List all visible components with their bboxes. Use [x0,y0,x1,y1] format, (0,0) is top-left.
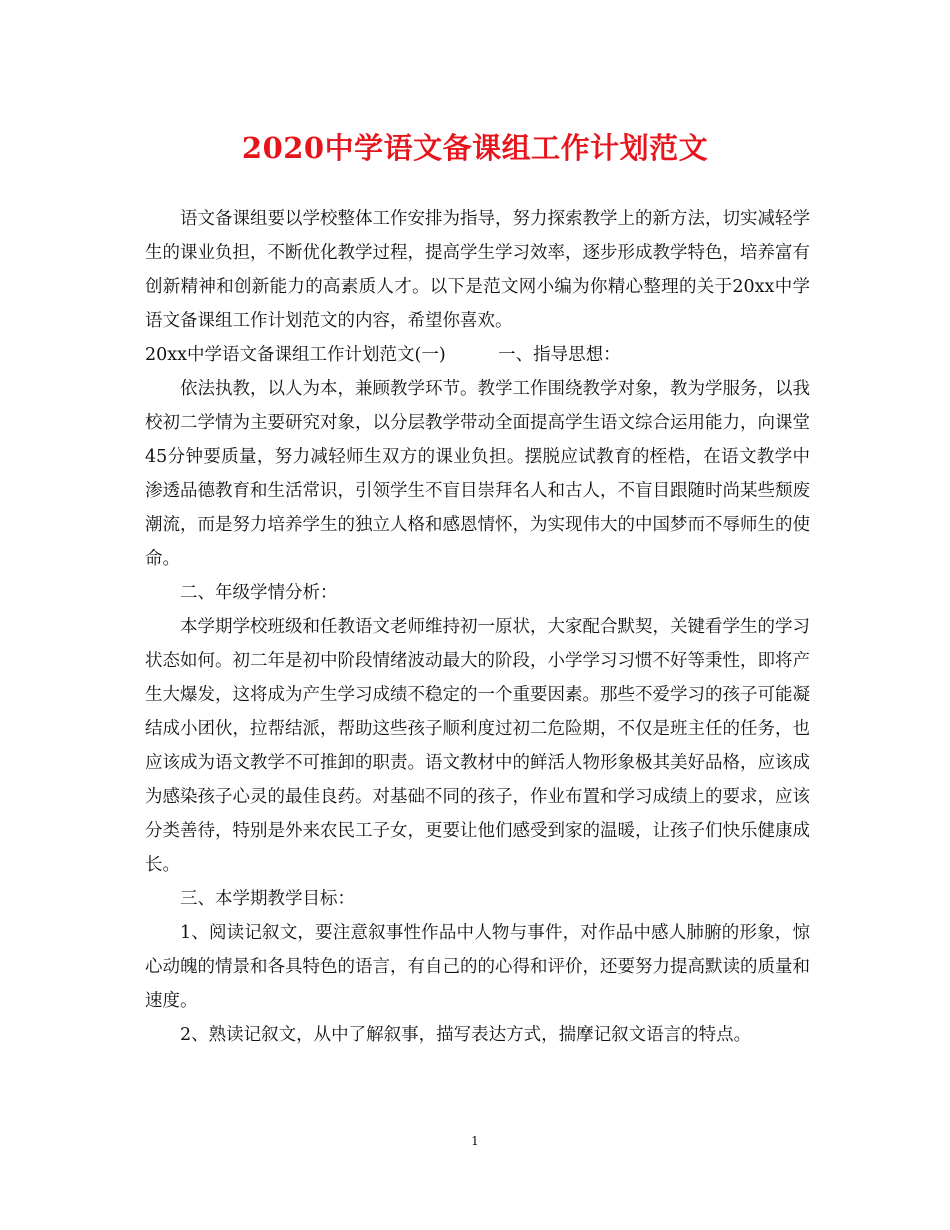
goal-item-2: 2、熟读记叙文，从中了解叙事，描写表达方式，揣摩记叙文语言的特点。 [180,1025,752,1045]
goal-item-1: 1、阅读记叙文，要注意叙事性作品中人物与事件，对作品中感人肺腑的形象，惊心动魄的情景和各具特色的语言，有自己的的心得和评价，还要努力提高默读的质量和速度。 [145,923,810,1011]
document-title: 2020中学语文备课组工作计划范文 [241,131,709,165]
section-heading-teaching-goals: 三、本学期教学目标： [180,889,355,909]
document-body [145,202,810,1052]
section-heading-grade-analysis: 二、年级学情分析： [180,583,338,603]
grade-analysis-paragraph: 本学期学校班级和任教语文老师维持初一原状，大家配合默契，关键看学生的学习状态如何。初二年是初中阶段情绪波动最大的阶段，小学学习习惯不好等秉性，即将产生大爆发，这将成为产生学习成绩不稳定的一个重要因素。那些不爱学习的孩子可能凝结成小团伙，拉帮结派，帮助这些孩子顺利度过初二危险期，不仅是班主任的任务，也应该成为语文教学不可推卸的职责。语文教材中的鲜活人物形象极其美好品格，应该成为感染孩子心灵的最佳良药。对基础不同的孩子，作业布置和学习成绩上的要求，应该分类善待，特别是外来农民工子女，更要让他们感受到家的温暖，让孩子们快乐健康成长。 [145,617,810,875]
intro-paragraph: 语文备课组要以学校整体工作安排为指导，努力探索教学上的新方法，切实减轻学生的课业负担，不断优化教学过程，提高学生学习效率，逐步形成教学特色，培养富有创新精神和创新能力的高素质人才。以下是范文网小编为你精心整理的关于20xx中学语文备课组工作计划范文的内容，希望你喜欢。 [145,209,810,331]
section-heading-plan-one: 20xx中学语文备课组工作计划范文(一) 一、指导思想： [145,345,621,365]
page-number: 1 [471,1134,479,1148]
guiding-thought-paragraph: 依法执教，以人为本，兼顾教学环节。教学工作围绕教学对象，教为学服务，以我校初二学情为主要研究对象，以分层教学带动全面提高学生语文综合运用能力，向课堂45分钟要质量，努力减轻师生双方的课业负担。摆脱应试教育的桎梏，在语文教学中渗透品德教育和生活常识，引领学生不盲目崇拜名人和古人，不盲目跟随时尚某些颓废潮流，而是努力培养学生的独立人格和感恩情怀，为实现伟大的中国梦而不辱师生的使命。 [145,379,810,569]
